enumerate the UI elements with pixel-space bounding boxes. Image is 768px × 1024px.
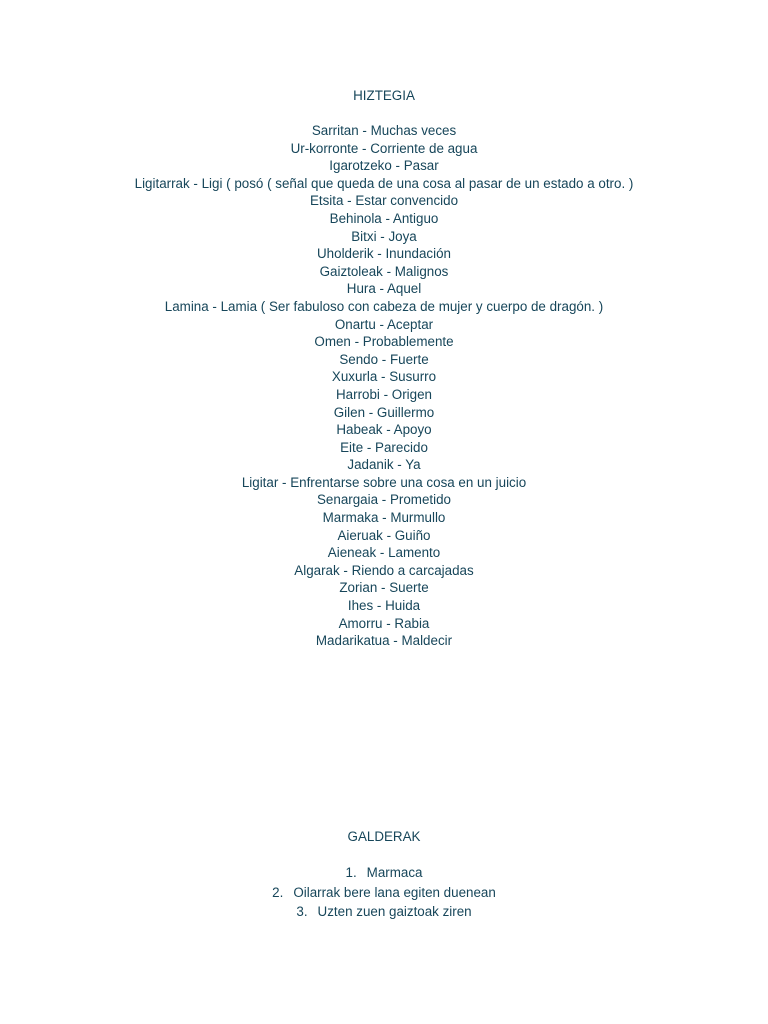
glossary-entry: Gilen - Guillermo	[333, 404, 435, 420]
question-item	[0, 902, 768, 922]
glossary-entry: Omen - Probablemente	[314, 334, 454, 350]
glossary-entry: Lamina - Lamia ( Ser fabuloso con cabeza de mujer y cuerpo de dragón. )	[164, 298, 604, 314]
glossary-entry: Harrobi - Origen	[336, 386, 432, 402]
glossary-entry: Senargaia - Prometido	[317, 492, 451, 508]
glossary-entry: Habeak - Apoyo	[336, 422, 432, 438]
glossary-entry: Marmaka - Murmullo	[322, 510, 446, 526]
glossary-entry: Jadanik - Ya	[347, 457, 421, 473]
glossary-entry: Amorru - Rabia	[338, 615, 430, 631]
glossary-title: HIZTEGIA	[353, 88, 415, 103]
glossary-entry: Igarotzeko - Pasar	[329, 158, 439, 174]
glossary-entry: Uholderik - Inundación	[317, 246, 451, 262]
question-item	[0, 883, 768, 903]
glossary-entry: Ur-korronte - Corriente de agua	[290, 140, 478, 156]
glossary-entry: Gaiztoleak - Malignos	[319, 263, 449, 279]
glossary-entry: Aieneak - Lamento	[327, 545, 441, 561]
questions-title: GALDERAK	[347, 829, 421, 844]
question-number: 3.	[296, 904, 308, 919]
glossary-entry: Hura - Aquel	[346, 281, 422, 297]
glossary-entry: Ligitarrak - Ligi ( posó ( señal que queda de una cosa al pasar de un estado a otro. )	[134, 175, 634, 191]
question-text: Oilarrak bere lana egiten duenean	[293, 884, 496, 900]
glossary-entry: Etsita - Estar convencido	[309, 193, 459, 209]
glossary-entry: Madarikatua - Maldecir	[315, 633, 453, 649]
glossary-entry: Algarak - Riendo a carcajadas	[294, 562, 474, 578]
question-item	[0, 863, 768, 883]
question-number: 2.	[272, 884, 284, 900]
glossary-entry: Ihes - Huida	[347, 598, 421, 614]
glossary-entry: Onartu - Aceptar	[334, 316, 434, 332]
glossary-list	[0, 122, 768, 650]
glossary-entry: Sendo - Fuerte	[339, 351, 429, 367]
glossary-entry: Eite - Parecido	[340, 439, 428, 455]
glossary-entry: Xuxurla - Susurro	[331, 369, 437, 385]
glossary-entry: Zorian - Suerte	[339, 580, 429, 596]
question-number: 1.	[345, 865, 357, 880]
glossary-entry: Bitxi - Joya	[351, 228, 417, 244]
question-text: Uzten zuen gaiztoak ziren	[317, 904, 472, 919]
questions-list	[0, 863, 768, 922]
glossary-entry: Sarritan - Muchas veces	[311, 123, 457, 138]
glossary-entry: Behinola - Antiguo	[329, 210, 439, 226]
question-text: Marmaca	[366, 865, 423, 880]
glossary-entry: Ligitar - Enfrentarse sobre una cosa en un juicio	[241, 474, 527, 490]
glossary-entry: Aieruak - Guiño	[337, 527, 431, 543]
